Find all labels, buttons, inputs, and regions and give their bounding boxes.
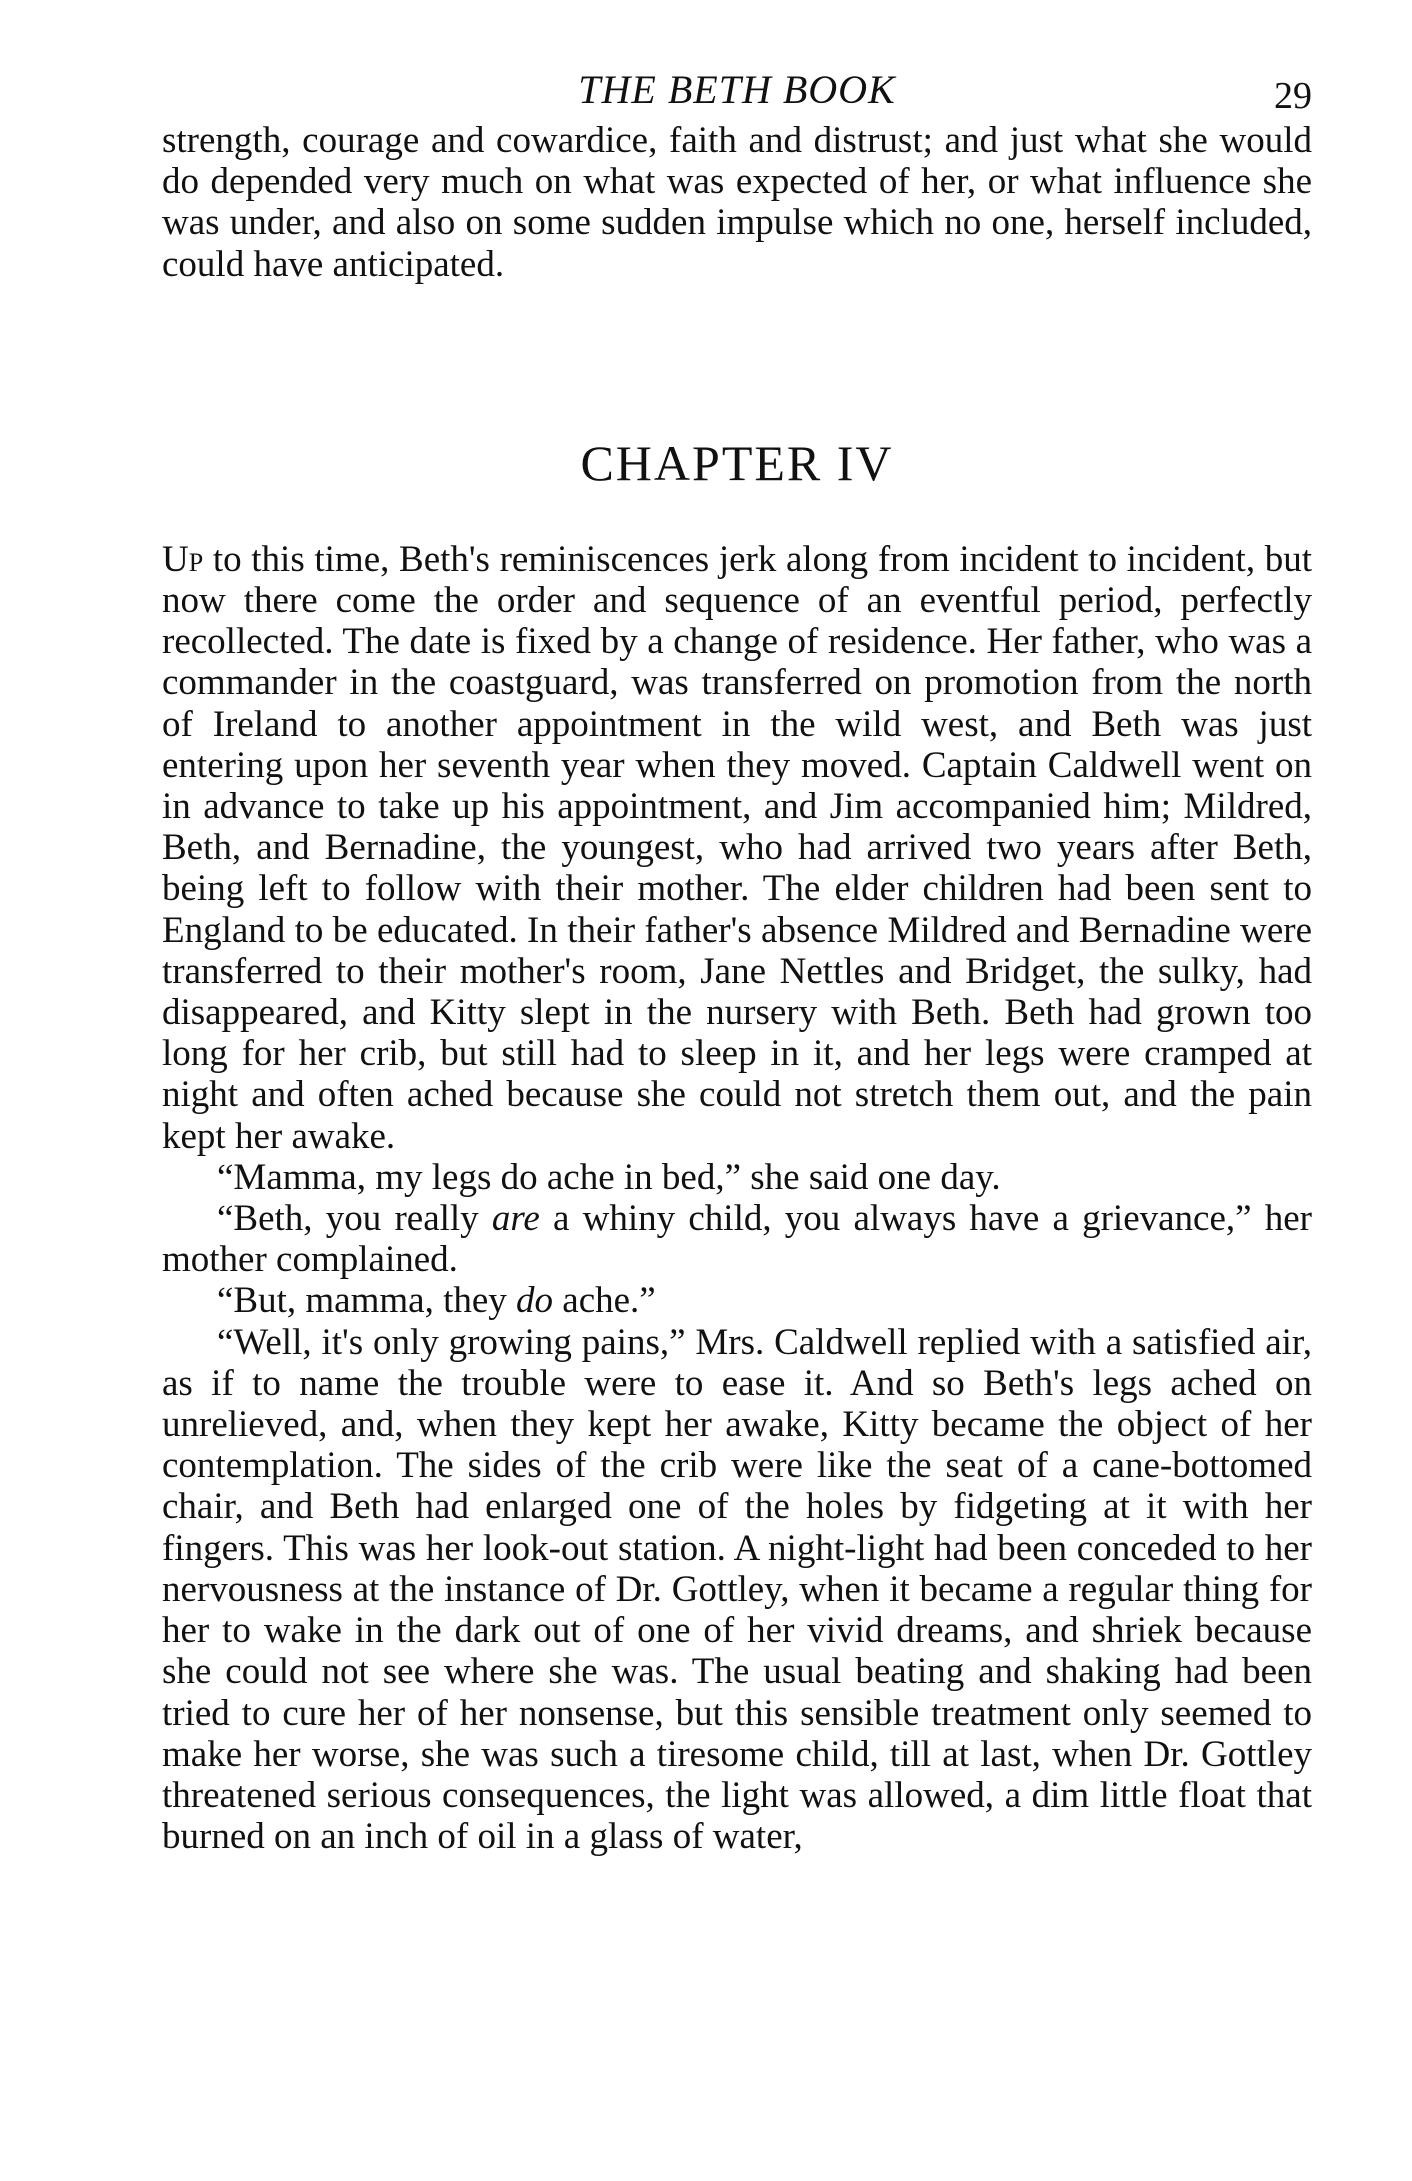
running-title: THE BETH BOOK xyxy=(578,67,896,112)
chapter-first-word: Up xyxy=(162,538,204,580)
chapter-paragraph-1-text: to this time, Beth's reminiscences jerk along from incident to incident, but now there come the order and sequence of an eventful period, perfectly recollected. The date is fixed by a change of residence. Her father, who was a commander in the coastguard, was transferred on promotion from the north of Ireland to another appointment in the wild west, and Beth was just entering upon her seventh year when they moved. Captain Caldwell went on in advance to take up his appointment, and Jim accompanied him; Mildred, Beth, and Bernadine, the youngest, who had arrived two years after Beth, being left to follow with their mother. The elder children had been sent to England to be educated. In their father's absence Mildred and Bernadine were transferred to their mother's room, Jane Nettles and Bridget, the sulky, had disappeared, and Kitty slept in the nursery with Beth. Beth had grown too long for her crib, but still had to sleep in it, and her legs were cramped at night and often ached because she could not stretch them out, and the pain kept her awake. xyxy=(162,538,1312,1157)
dialogue-2-emphasis: are xyxy=(491,1198,540,1240)
dialogue-3-emphasis: do xyxy=(516,1280,554,1322)
dialogue-2-after: a whiny child, you always have a grievance,” her mother complained. xyxy=(162,1198,1313,1281)
opening-paragraph: strength, courage and cowardice, faith and distrust; and just what she would do depended very much on what was expected of her, or what influence she was under, and also on some sudden impulse which no one, herself included, could have anticipated. xyxy=(162,120,1312,285)
chapter-paragraph-1 xyxy=(162,539,1312,1157)
book-page xyxy=(162,60,1312,1857)
dialogue-3-after: ache.” xyxy=(553,1280,656,1322)
running-header xyxy=(162,60,1312,120)
page-number: 29 xyxy=(1274,75,1312,117)
dialogue-2-before: “Beth, you really xyxy=(217,1198,492,1240)
final-paragraph: “Well, it's only growing pains,” Mrs. Caldwell replied with a satisfied air, as if to name the trouble were to ease it. And so Beth's legs ached on unrelieved, and, when they kept her awake, Kitty became the object of her contemplation. The sides of the crib were like the seat of a cane-bottomed chair, and Beth had enlarged one of the holes by fidgeting at it with her fingers. This was her look-out station. A night-light had been conceded to her nervousness at the instance of Dr. Gottley, when it became a regular thing for her to wake in the dark out of one of her vivid dreams, and shriek because she could not see where she was. The usual beating and shaking had been tried to cure her of her nonsense, but this sensible treatment only seemed to make her worse, she was such a tiresome child, till at last, when Dr. Gottley threatened serious consequences, the light was allowed, a dim little float that burned on an inch of oil in a glass of water, xyxy=(162,1321,1312,1858)
dialogue-3-before: “But, mamma, they xyxy=(217,1280,517,1322)
dialogue-paragraph-2 xyxy=(162,1198,1312,1280)
chapter-heading: CHAPTER IV xyxy=(580,434,894,491)
dialogue-paragraph-3 xyxy=(162,1280,1312,1321)
dialogue-paragraph-1: “Mamma, my legs do ache in bed,” she said one day. xyxy=(217,1156,1001,1198)
